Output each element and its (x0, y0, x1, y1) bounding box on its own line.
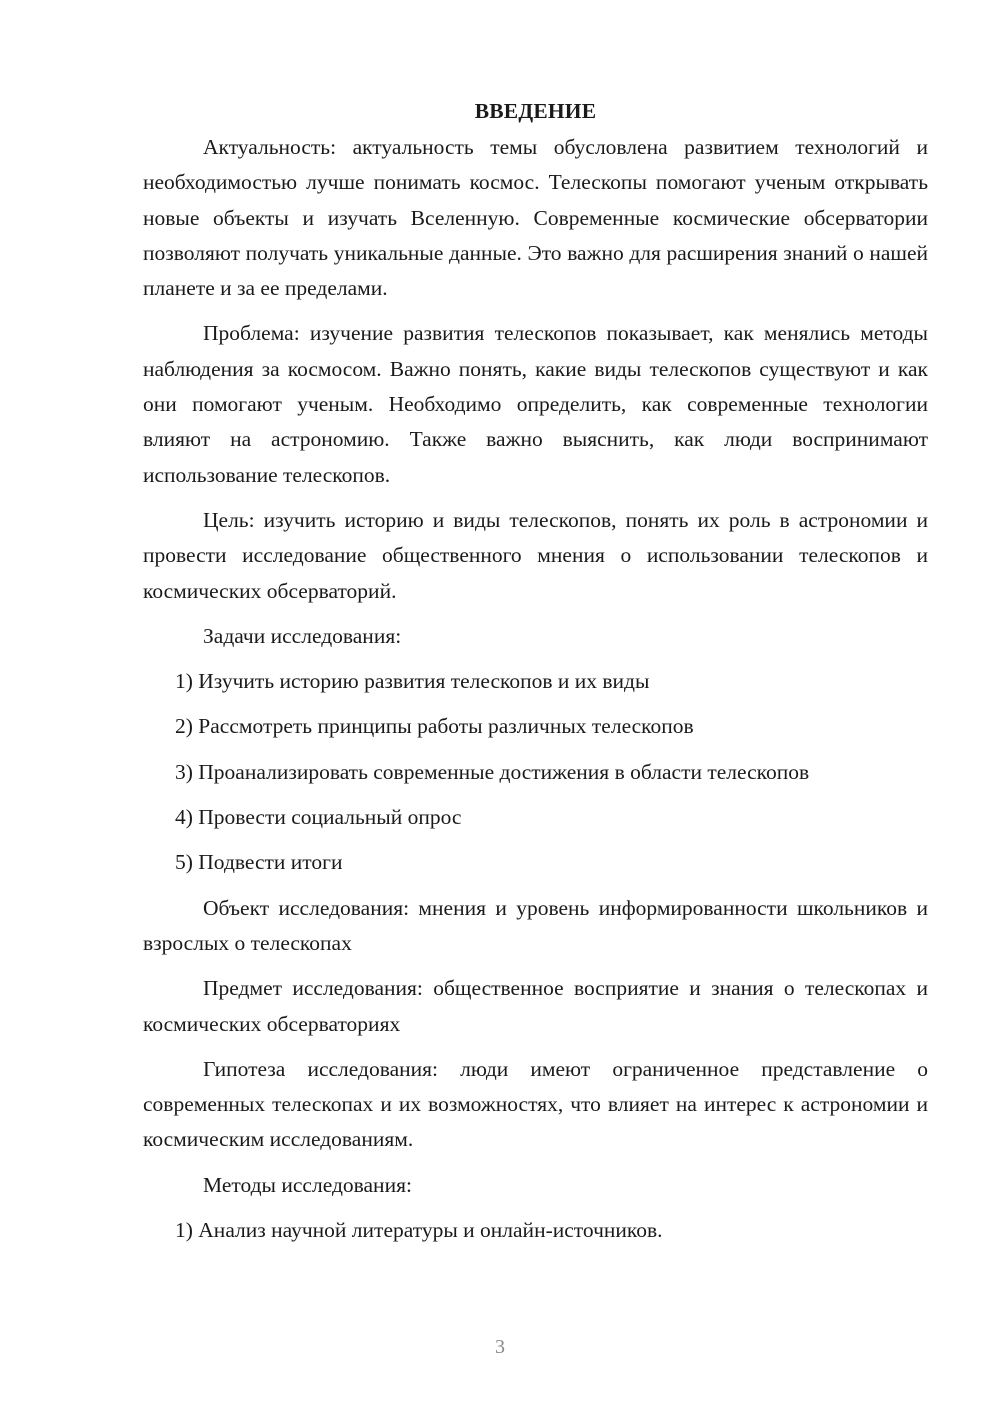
section-heading: ВВЕДЕНИЕ (474, 99, 597, 123)
paragraph-relevance: Актуальность: актуальность темы обусловлена развитием технологий и необходимостью лучше понимать космос. Телескопы помогают ученым открывать новые объекты и изучать Вселенную. Современные космические обсерватории позволяют получать уникальные данные. Это важно для расширения знаний о нашей планете и за ее пределами. (143, 135, 928, 301)
methods-list (143, 1213, 928, 1248)
tasks-list (143, 664, 928, 880)
methods-title: Методы исследования: (203, 1172, 412, 1197)
list-item: 4) Провести социальный опрос (175, 805, 462, 830)
paragraph-problem: Проблема: изучение развития телескопов показывает, как менялись методы наблюдения за космосом. Важно понять, какие виды телескопов существуют и как они помогают ученым. Необходимо определить, как современные технологии влияют на астрономию. Также важно выяснить, как люди воспринимают использование телескопов. (143, 321, 928, 487)
list-item: 5) Подвести итоги (175, 850, 343, 875)
tasks-title: Задачи исследования: (203, 623, 402, 648)
page-content (143, 96, 928, 1258)
list-item: 3) Проанализировать современные достижения в области телескопов (175, 759, 810, 784)
list-item: 2) Рассмотреть принципы работы различных телескопов (175, 714, 694, 739)
list-item: 1) Изучить историю развития телескопов и их виды (175, 669, 650, 694)
paragraph-subject: Предмет исследования: общественное восприятие и знания о телескопах и космических обсерваториях (143, 976, 928, 1036)
paragraph-hypothesis: Гипотеза исследования: люди имеют ограниченное представление о современных телескопах и их возможностях, что влияет на интерес к астрономии и космическим исследованиям. (143, 1056, 928, 1152)
paragraph-goal: Цель: изучить историю и виды телескопов, понять их роль в астрономии и провести исследование общественного мнения о использовании телескопов и космических обсерваторий. (143, 507, 928, 603)
paragraph-object: Объект исследования: мнения и уровень информированности школьников и взрослых о телескопах (143, 895, 928, 955)
list-item: 1) Анализ научной литературы и онлайн-источников. (175, 1218, 663, 1243)
page-number: 3 (495, 1336, 505, 1358)
